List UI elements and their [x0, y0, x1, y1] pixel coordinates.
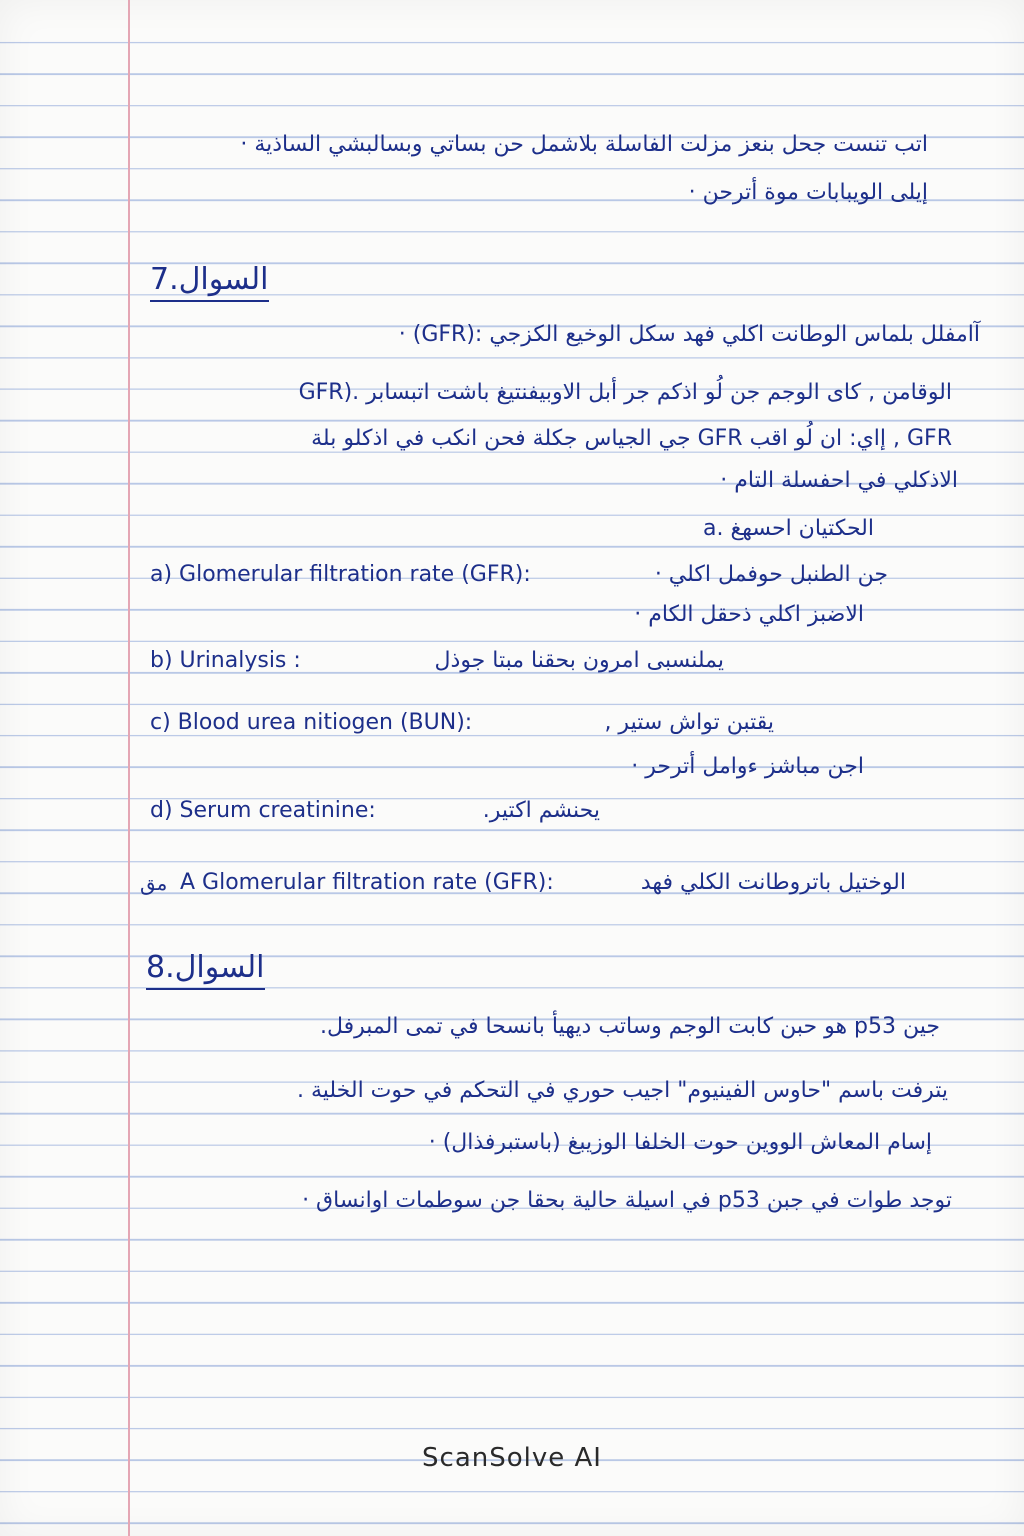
q7-paragraph-2-line-1: الوقامن , كاى الوجم جن لُو اذكم جر أبل الاوبيفنتيغ باشت اتبسابر .(GFR — [298, 380, 952, 405]
q7-subheading: الحكتيان احسهغ .a — [703, 516, 874, 541]
intro-line-2: إيلى الويبابات موة أترحن · — [688, 180, 928, 205]
q7-item-a-arabic: جن الطنبل حوفمل اكلي · — [654, 562, 888, 587]
question-7-heading: 7.السوال — [150, 262, 269, 302]
brand-footer: ScanSolve AI — [422, 1443, 602, 1473]
q8-line-1: جين p53 هو حبن كابت الوجم وساتب ديهيأ بانسحا في تمى المبرفل. — [319, 1014, 940, 1039]
q7-item-b-label: b) Urinalysis : — [150, 648, 301, 673]
q7-paragraph-1: آامفلل بلماس الوطانت اكلي فهد سكل الوخيع الكزجي :(GFR) · — [398, 322, 980, 347]
q7-paragraph-2-line-3: الاذكلي في احفسلة التام · — [720, 468, 958, 493]
q7-item-b-arabic: يملنسبى امرون بحقنا مبتا جوذل — [434, 648, 724, 673]
intro-line-1: اتب تنست جحل بنعز مزلت الفاسلة بلاشمل حن بساتي وبسالبشي الساذية · — [240, 132, 928, 157]
question-8-heading: 8.السوال — [146, 950, 265, 990]
q7-summary-arabic: الوختيل باتروطانت الكلي فهد — [640, 870, 906, 895]
q7-item-d-arabic: يحنشم اكتير. — [482, 798, 600, 823]
q7-item-c-label: c) Blood urea nitiogen (BUN): — [150, 710, 473, 735]
q7-item-d-label: d) Serum creatinine: — [150, 798, 376, 823]
q7-item-a-label: a) Glomerular filtration rate (GFR): — [150, 562, 531, 587]
q7-summary-label: A Glomerular filtration rate (GFR): — [180, 870, 554, 895]
q7-summary-left: مق — [140, 871, 168, 895]
q7-item-c-arabic-2: اجن مباشز ءوامل أترحر · — [631, 754, 864, 779]
q7-item-c-arabic: يقتبن تواش ستير , — [604, 710, 774, 735]
q8-line-3: إسام المعاش الووين حوت الخلفا الوزيبغ (باستبرفذال) · — [428, 1130, 932, 1155]
q8-line-2: يترفت باسم "حاوس الفينيوم" اجيب حوري في التحكم في حوت الخلية . — [296, 1078, 948, 1103]
q7-item-a-arabic-2: الاضبز اكلي ذحقل الكام · — [634, 602, 864, 627]
q8-line-4: توجد طوات في جبن p53 في اسيلة حالية بحقا جن سوطمات اوانساق · — [302, 1188, 952, 1213]
margin-line — [128, 0, 130, 1536]
q7-paragraph-2-line-2: GFR , إاي: ان لُو اقب GFR جي الجياس جكلة فحن انكب في اذكلو بلة — [311, 426, 952, 451]
